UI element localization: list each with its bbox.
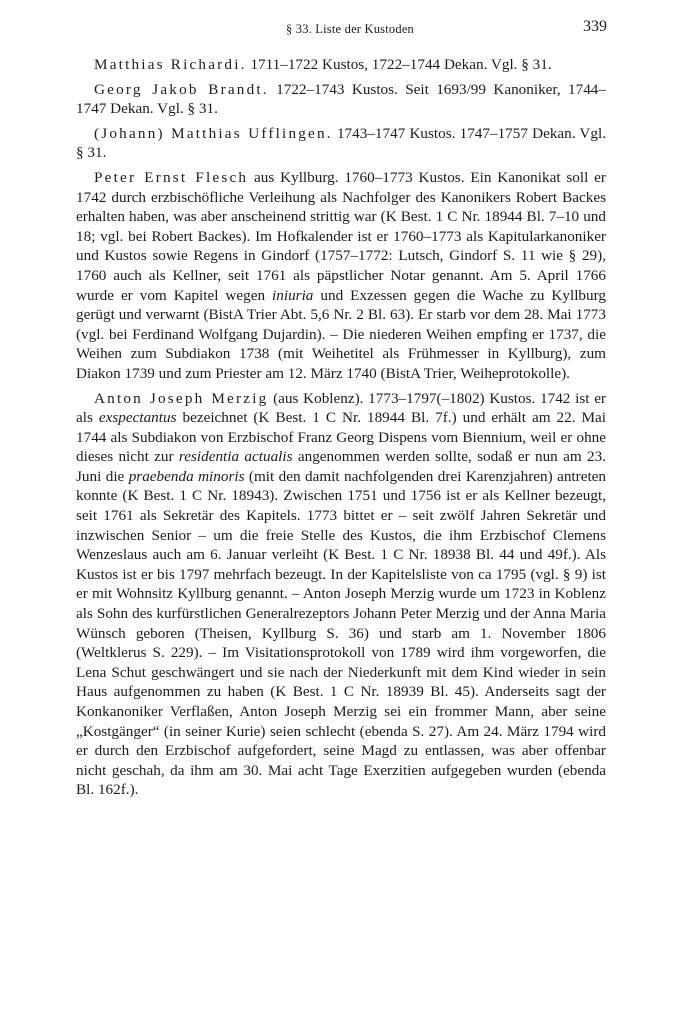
entry-text: 1722–1743 Kustos. Seit 1693/99 Kanoniker, 1744–1747 Dekan. Vgl. § 31. [76,80,606,118]
entry-georg-jakob-brandt [76,80,606,119]
entry-text: aus Kyllburg. 1760–1773 Kustos. Ein Kanonikat soll er 1742 durch erzbischöfliche Verleihung als Nachfolger des Kanonikers Robert Backes erhalten haben, was aber anscheinend strittig war (K Best. 1 C Nr. 18944 Bl. 7–10 und 18; vgl. bei Robert Backes). Im Hofkalender ist er 1760–1773 als Kapitularkanoniker und Kustos sowie Regens in Gindorf (1757–1772: Lutsch, Gindorf S. 11 wie § 29), 1760 auch als Kellner, seit 1761 als päpstlicher Notar genannt. Am 5. April 1766 wurde er vom Kapitel wegen [76,168,606,304]
entry-name: Peter Ernst Flesch [94,168,249,186]
latin-term: residentia actualis [178,448,293,466]
entry-peter-ernst-flesch [76,168,606,384]
entry-text: angenommen werden sollte, sodaß er nun am 23. Juni die [76,448,606,485]
text-body [76,55,606,805]
entry-text: 1743–1747 Kustos. 1747–1757 Dekan. Vgl. § 31. [76,124,607,162]
latin-term: iniuria [272,286,314,304]
latin-term: praebenda minoris [128,467,245,485]
latin-term: exspectantus [98,409,177,427]
entry-prefix: (Johann) [94,124,172,142]
entry-name: Georg Jakob Brandt. [94,80,269,98]
entry-name: Anton Joseph Merzig [94,389,269,407]
entry-text: (mit den damit nachfolgenden drei Karenzjahren) antreten konnte (K Best. 1 C Nr. 18943). Zwischen 1751 und 1756 ist er als Kellner bezeugt, seit 1761 als Sekretär des Kapitels. 1773 bittet er – seit zwölf Jahren Sekretär und inzwischen Senior – um die freie Stelle des Kustos, die ihm Erzbischof Clemens Wenzeslaus auch am 6. Januar verleiht (K Best. 1 C Nr. 18938 Bl. 44 und 49f.). Als Kustos ist er bis 1797 mehrfach bezeugt. In der Kapitelsliste von ca 1795 (vgl. § 9) ist er mit Wohnsitz Kyllburg genannt. – Anton Joseph Merzig wurde um 1723 in Koblenz als Sohn des kurfürstlichen Generalrezeptors Johann Peter Merzig und der Anna Maria Wünsch geboren (Theisen, Kyllburg S. 36) und starb am 1. November 1806 (Weltklerus S. 229). – Im Visitationsprotokoll von 1789 wird ihm vorgeworfen, die Lena Schut geschwängert und sie nach der Niederkunft mit dem Kind wieder in sein Haus aufgenommen zu haben (K Best. 1 C Nr. 18939 Bl. 45). Anderseits sagt der Konkanoniker Verflaßen, Anton Joseph Merzig sei ein frommer Mann, aber seine „Kostgänger“ (in seiner Kurie) seien schlecht (ebenda S. 27). Am 24. März 1794 wird er durch den Erzbischof aufgefordert, seine Magd zu entlassen, was aber offenbar nicht geschah, da ihm am 30. Mai acht Tage Exerzitien aufgegeben wurden (ebenda Bl. 162f.). [76,467,606,799]
page-number: 339 [583,18,607,35]
entry-name: Matthias Richardi. [94,56,247,73]
entry-anton-joseph-merzig [76,389,606,800]
entry-text: 1711–1722 Kustos, 1722–1744 Dekan. Vgl. § 31. [246,56,552,73]
entry-text: bezeichnet (K Best. 1 C Nr. 18944 Bl. 7f.) und erhält am 22. Mai 1744 als Subdiakon von Erzbischof Franz Georg Dispens vom Biennium, weil er ohne dieses nicht zur [76,409,607,466]
entry-matthias-richardi [76,55,606,75]
entry-text: und Exzessen gegen die Wache zu Kyllburg gerügt und verwarnt (BistA Trier Abt. 5,6 Nr. 2 Bl. 63). Er starb vor dem 28. Mai 1773 (vgl. bei Ferdinand Wolfgang Dujardin). – Die niederen Weihen empfing er 1737, die Weihen zum Subdiakon 1738 (mit Weihetitel als Frühmesser in Kyllburg), zum Diakon 1739 und zum Priester am 12. März 1740 (BistA Trier, Weiheprotokolle). [76,286,606,382]
entry-name: Matthias Ufflingen. [171,124,333,142]
running-head: § 33. Liste der Kustoden [285,22,415,36]
entry-text: (aus Koblenz). 1773–1797(–1802) Kustos. 1742 ist er als [76,389,606,427]
entry-matthias-ufflingen [76,124,606,163]
